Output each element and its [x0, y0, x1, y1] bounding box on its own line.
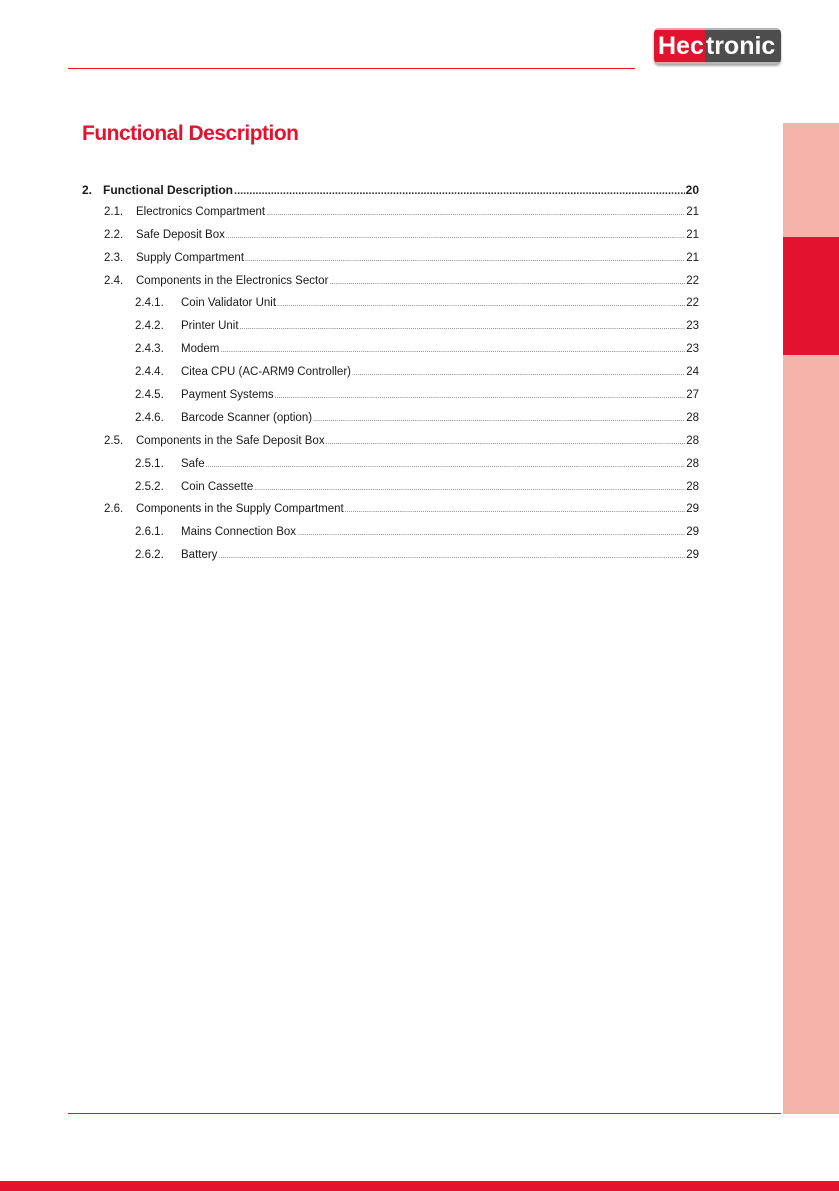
toc-leader-dots — [240, 324, 686, 331]
toc-entry[interactable] — [82, 343, 699, 366]
toc-entry-title: Components in the Supply Compartment — [136, 503, 344, 516]
toc-leader-dots — [220, 347, 685, 354]
toc-leader-dots — [266, 210, 685, 217]
toc-entry[interactable] — [82, 458, 699, 481]
toc-leader-dots — [245, 256, 685, 263]
toc-entry-page: 24 — [686, 366, 699, 379]
toc-leader-dots — [277, 301, 685, 308]
toc-entry-page: 28 — [686, 457, 699, 470]
toc-entry-title: Electronics Compartment — [136, 205, 266, 218]
toc-entry-page: 29 — [686, 503, 699, 516]
toc-entry[interactable] — [82, 320, 699, 343]
bottom-color-band — [0, 1181, 839, 1191]
table-of-contents — [82, 183, 699, 572]
toc-entry[interactable] — [82, 366, 699, 389]
toc-entry-page: 27 — [686, 389, 699, 402]
toc-entry-number: 2.5.1. — [135, 457, 164, 470]
toc-entry-number: 2.3. — [104, 251, 124, 264]
toc-leader-dots — [226, 233, 685, 240]
toc-leader-dots — [275, 393, 686, 400]
toc-entry-page: 28 — [686, 434, 699, 447]
toc-entry[interactable] — [82, 389, 699, 412]
header-rule — [68, 68, 635, 69]
toc-entry[interactable] — [82, 297, 699, 320]
toc-leader-dots — [352, 370, 685, 377]
toc-entry-number: 2. — [82, 183, 93, 197]
toc-entry[interactable] — [82, 481, 699, 504]
toc-entry-title: Safe — [181, 457, 205, 470]
footer-rule — [68, 1113, 781, 1114]
toc-entry-number: 2.6.1. — [135, 526, 164, 539]
toc-entry-number: 2.5. — [104, 434, 124, 447]
chapter-tab-marker — [783, 237, 839, 355]
toc-entry-title: Components in the Electronics Sector — [136, 274, 329, 287]
toc-entry-title: Printer Unit — [181, 320, 239, 333]
toc-leader-dots — [234, 185, 685, 197]
toc-leader-dots — [254, 485, 685, 492]
toc-entry[interactable] — [82, 412, 699, 435]
toc-entry-page: 29 — [686, 526, 699, 539]
toc-entry-page: 22 — [686, 297, 699, 310]
toc-entry-number: 2.6.2. — [135, 549, 164, 562]
toc-leader-dots — [297, 530, 685, 537]
toc-leader-dots — [206, 462, 686, 469]
toc-entry-page: 28 — [686, 480, 699, 493]
toc-entry[interactable] — [82, 435, 699, 458]
toc-entry-title: Modem — [181, 343, 220, 356]
logo-part-2: tronic — [705, 28, 781, 64]
toc-entry-number: 2.5.2. — [135, 480, 164, 493]
toc-entry-page: 22 — [686, 274, 699, 287]
toc-entry-page: 23 — [686, 343, 699, 356]
toc-entry-title: Barcode Scanner (option) — [181, 411, 313, 424]
toc-leader-dots — [329, 279, 685, 286]
toc-entry-number: 2.6. — [104, 503, 124, 516]
toc-entry[interactable] — [82, 503, 699, 526]
toc-entry[interactable] — [82, 206, 699, 229]
toc-entry-page: 29 — [686, 549, 699, 562]
toc-entry-page: 20 — [685, 183, 699, 197]
toc-entry-number: 2.4.1. — [135, 297, 164, 310]
toc-entry-page: 23 — [686, 320, 699, 333]
toc-leader-dots — [313, 416, 685, 423]
toc-entry-number: 2.4.3. — [135, 343, 164, 356]
toc-entry-number: 2.4.6. — [135, 411, 164, 424]
toc-entry-number: 2.2. — [104, 228, 124, 241]
toc-leader-dots — [218, 553, 685, 560]
toc-entry-title: Citea CPU (AC-ARM9 Controller) — [181, 366, 351, 379]
toc-entry-title: Payment Systems — [181, 389, 274, 402]
logo-part-1: Hec — [654, 28, 705, 64]
toc-entry-title: Supply Compartment — [136, 251, 245, 264]
toc-entry-page: 21 — [686, 205, 699, 218]
toc-entry-title: Battery — [181, 549, 218, 562]
toc-entry[interactable] — [82, 252, 699, 275]
toc-entry-title: Coin Validator Unit — [181, 297, 277, 310]
toc-entry-title: Mains Connection Box — [181, 526, 297, 539]
page-title: Functional Description — [82, 122, 299, 145]
toc-entry[interactable] — [82, 526, 699, 549]
toc-entry-number: 2.4.5. — [135, 389, 164, 402]
toc-entry-number: 2.4.2. — [135, 320, 164, 333]
toc-entry[interactable] — [82, 549, 699, 572]
toc-entry-title: Components in the Safe Deposit Box — [136, 434, 325, 447]
toc-entry-title: Safe Deposit Box — [136, 228, 225, 241]
toc-entry[interactable] — [82, 275, 699, 298]
hectronic-logo — [654, 28, 781, 64]
toc-entry-number: 2.4. — [104, 274, 124, 287]
toc-entry-page: 21 — [686, 228, 699, 241]
toc-entry-number: 2.1. — [104, 205, 124, 218]
toc-leader-dots — [345, 507, 685, 514]
toc-leader-dots — [326, 439, 686, 446]
toc-entry-title: Functional Description — [103, 183, 234, 197]
toc-entry-number: 2.4.4. — [135, 366, 164, 379]
toc-entry-page: 28 — [686, 411, 699, 424]
toc-entry[interactable] — [82, 229, 699, 252]
toc-entry-title: Coin Cassette — [181, 480, 254, 493]
toc-entry-page: 21 — [686, 251, 699, 264]
toc-entry[interactable] — [82, 183, 699, 206]
